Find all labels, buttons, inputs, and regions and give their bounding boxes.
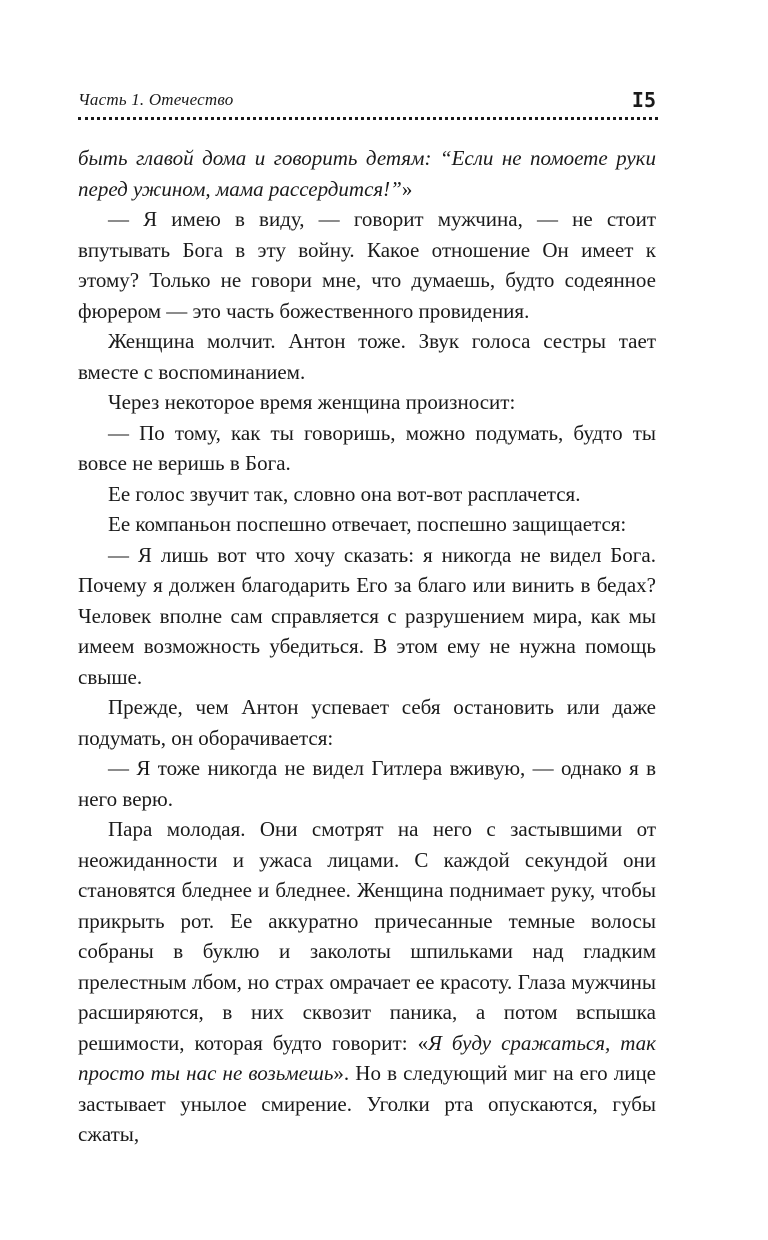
text-run: Прежде, чем Антон успевает себя остановить или даже подумать, он оборачивается:	[78, 695, 656, 750]
paragraph	[78, 509, 656, 540]
text-run: »	[401, 176, 413, 201]
body-text	[78, 143, 656, 1150]
paragraph	[78, 753, 656, 814]
running-header-title: Часть 1. Отечество	[78, 90, 234, 109]
paragraph	[78, 143, 656, 204]
text-run: — Я имею в виду, — говорит мужчина, — не стоит впутывать Бога в эту войну. Какое отношение Он имеет к этому? Только не говори мне, что думаешь, будто содеянное фюрером — это часть божественного провидения.	[78, 207, 656, 323]
text-run: Пара молодая. Они смотрят на него с застывшими от неожиданности и ужаса лицами. С каждой секундой они становятся бледнее и бледнее. Женщина поднимает руку, чтобы прикрыть рот. Ее аккуратно причесанные темные волосы собраны в буклю и заколоты шпильками над гладким прелестным лбом, но страх омрачает ее красоту. Глаза мужчины расширяются, в них сквозит паника, а потом вспышка решимости, которая будто говорит: «	[78, 817, 656, 1055]
text-run: — По тому, как ты говоришь, можно подумать, будто ты вовсе не веришь в Бога.	[78, 420, 656, 475]
text-run: ». Но в следующий миг на его лице застывает унылое смирение. Уголки рта опускаются, губы сжаты,	[78, 1061, 656, 1146]
paragraph	[78, 479, 656, 510]
running-header	[78, 88, 658, 114]
italic-text: Я буду сражаться, так просто ты нас не возьмешь	[78, 1030, 657, 1085]
paragraph	[78, 692, 656, 753]
page-number: I5	[631, 88, 656, 112]
text-run: — Я тоже никогда не видел Гитлера вживую, — однако я в него верю.	[78, 756, 656, 811]
paragraph	[78, 540, 656, 693]
paragraph	[78, 204, 656, 326]
text-run: — Я лишь вот что хочу сказать: я никогда не видел Бога. Почему я должен благодарить Его за благо или винить в бедах? Человек вполне сам справляется с разрушением мира, как мы имеем возможность убедиться. В этом ему не нужна помощь свыше.	[78, 542, 656, 689]
paragraph	[78, 387, 656, 418]
header-dotted-rule	[78, 117, 658, 120]
text-run: Ее компаньон поспешно отвечает, поспешно защищается:	[108, 512, 627, 536]
paragraph	[78, 326, 656, 387]
paragraph	[78, 418, 656, 479]
paragraph	[78, 814, 656, 1150]
text-run: Ее голос звучит так, словно она вот-вот расплачется.	[108, 481, 581, 506]
text-run: Женщина молчит. Антон тоже. Звук голоса сестры тает вместе с воспоминанием.	[78, 329, 656, 384]
italic-text: быть главой дома и говорить детям: “Если не помоете руки перед ужином, мама рассердится!”	[78, 146, 656, 201]
text-run: Через некоторое время женщина произносит:	[108, 390, 516, 414]
